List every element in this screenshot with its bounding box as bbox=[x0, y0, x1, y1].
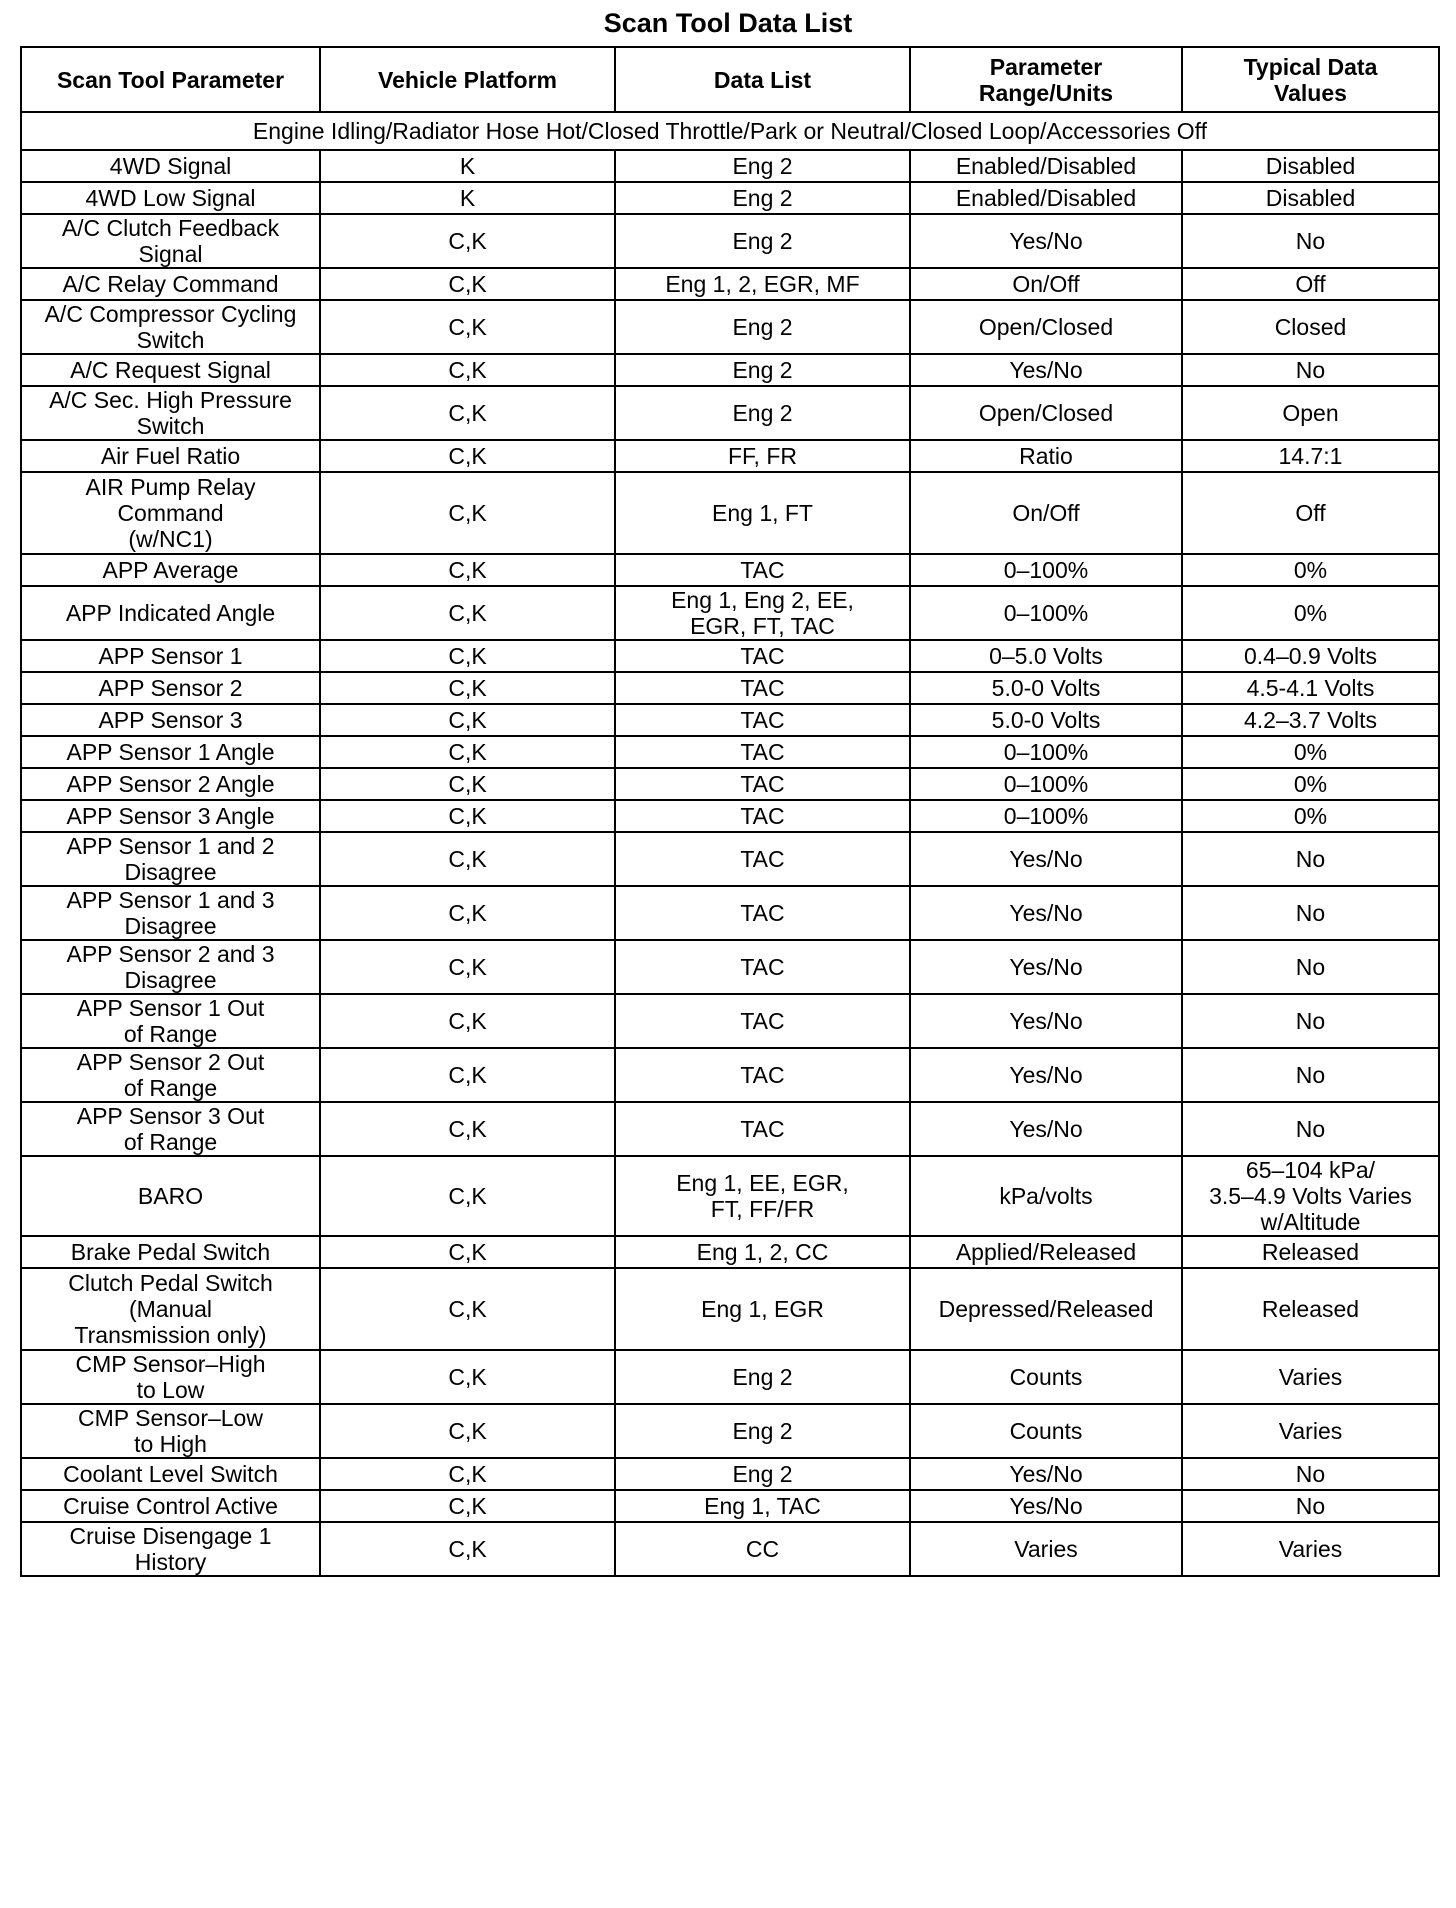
condition-row bbox=[21, 112, 1439, 150]
table-row bbox=[21, 1156, 1439, 1236]
cell-typical-value: Varies bbox=[1182, 1522, 1439, 1576]
cell-parameter: APP Sensor 1 and 3 Disagree bbox=[21, 886, 320, 940]
cell-parameter: Cruise Control Active bbox=[21, 1490, 320, 1522]
cell-parameter: APP Sensor 2 Out of Range bbox=[21, 1048, 320, 1102]
cell-vehicle-platform: C,K bbox=[320, 704, 615, 736]
table-row bbox=[21, 1350, 1439, 1404]
cell-typical-value: 65–104 kPa/ 3.5–4.9 Volts Varies w/Altitude bbox=[1182, 1156, 1439, 1236]
cell-parameter: 4WD Signal bbox=[21, 150, 320, 182]
cell-vehicle-platform: C,K bbox=[320, 886, 615, 940]
cell-parameter: APP Indicated Angle bbox=[21, 586, 320, 640]
cell-typical-value: 0.4–0.9 Volts bbox=[1182, 640, 1439, 672]
cell-vehicle-platform: C,K bbox=[320, 1458, 615, 1490]
cell-parameter: APP Sensor 2 and 3 Disagree bbox=[21, 940, 320, 994]
cell-vehicle-platform: C,K bbox=[320, 1490, 615, 1522]
cell-vehicle-platform: C,K bbox=[320, 994, 615, 1048]
header-data-list: Data List bbox=[615, 47, 910, 112]
cell-range-units: Enabled/Disabled bbox=[910, 182, 1182, 214]
table-row bbox=[21, 940, 1439, 994]
table-row bbox=[21, 994, 1439, 1048]
table-row bbox=[21, 1522, 1439, 1576]
cell-typical-value: 4.2–3.7 Volts bbox=[1182, 704, 1439, 736]
cell-parameter: CMP Sensor–Low to High bbox=[21, 1404, 320, 1458]
cell-vehicle-platform: C,K bbox=[320, 1350, 615, 1404]
cell-range-units: 0–100% bbox=[910, 800, 1182, 832]
cell-parameter: Coolant Level Switch bbox=[21, 1458, 320, 1490]
cell-vehicle-platform: C,K bbox=[320, 268, 615, 300]
cell-range-units: 0–100% bbox=[910, 768, 1182, 800]
table-row bbox=[21, 268, 1439, 300]
table-row bbox=[21, 832, 1439, 886]
cell-range-units: Yes/No bbox=[910, 1048, 1182, 1102]
table-row bbox=[21, 150, 1439, 182]
header-typical-data-values: Typical Data Values bbox=[1182, 47, 1439, 112]
cell-data-list: Eng 2 bbox=[615, 1404, 910, 1458]
cell-range-units: Yes/No bbox=[910, 1102, 1182, 1156]
cell-parameter: APP Sensor 3 Angle bbox=[21, 800, 320, 832]
cell-typical-value: Varies bbox=[1182, 1350, 1439, 1404]
cell-vehicle-platform: C,K bbox=[320, 354, 615, 386]
cell-data-list: Eng 2 bbox=[615, 300, 910, 354]
cell-data-list: TAC bbox=[615, 704, 910, 736]
cell-typical-value: Released bbox=[1182, 1236, 1439, 1268]
cell-range-units: 0–5.0 Volts bbox=[910, 640, 1182, 672]
cell-vehicle-platform: C,K bbox=[320, 300, 615, 354]
table-row bbox=[21, 554, 1439, 586]
cell-data-list: Eng 1, 2, EGR, MF bbox=[615, 268, 910, 300]
cell-vehicle-platform: C,K bbox=[320, 800, 615, 832]
cell-vehicle-platform: C,K bbox=[320, 554, 615, 586]
cell-typical-value: Off bbox=[1182, 472, 1439, 554]
cell-range-units: 0–100% bbox=[910, 736, 1182, 768]
cell-range-units: Open/Closed bbox=[910, 386, 1182, 440]
cell-typical-value: No bbox=[1182, 1048, 1439, 1102]
cell-data-list: Eng 2 bbox=[615, 1350, 910, 1404]
cell-data-list: Eng 1, FT bbox=[615, 472, 910, 554]
cell-range-units: Yes/No bbox=[910, 214, 1182, 268]
cell-typical-value: 0% bbox=[1182, 586, 1439, 640]
cell-vehicle-platform: C,K bbox=[320, 440, 615, 472]
table-row bbox=[21, 1458, 1439, 1490]
cell-range-units: Yes/No bbox=[910, 886, 1182, 940]
cell-data-list: TAC bbox=[615, 672, 910, 704]
header-scan-tool-parameter: Scan Tool Parameter bbox=[21, 47, 320, 112]
cell-typical-value: No bbox=[1182, 1102, 1439, 1156]
table-row bbox=[21, 182, 1439, 214]
page-title: Scan Tool Data List bbox=[603, 8, 853, 38]
cell-range-units: Counts bbox=[910, 1404, 1182, 1458]
cell-data-list: Eng 2 bbox=[615, 386, 910, 440]
cell-vehicle-platform: C,K bbox=[320, 940, 615, 994]
cell-data-list: Eng 2 bbox=[615, 214, 910, 268]
cell-typical-value: No bbox=[1182, 994, 1439, 1048]
cell-typical-value: 0% bbox=[1182, 768, 1439, 800]
cell-vehicle-platform: C,K bbox=[320, 1522, 615, 1576]
cell-range-units: Yes/No bbox=[910, 940, 1182, 994]
cell-parameter: A/C Compressor Cycling Switch bbox=[21, 300, 320, 354]
cell-range-units: Enabled/Disabled bbox=[910, 150, 1182, 182]
table-row bbox=[21, 640, 1439, 672]
cell-vehicle-platform: C,K bbox=[320, 1236, 615, 1268]
cell-parameter: APP Sensor 1 Angle bbox=[21, 736, 320, 768]
cell-range-units: On/Off bbox=[910, 472, 1182, 554]
cell-data-list: TAC bbox=[615, 736, 910, 768]
cell-parameter: APP Sensor 1 bbox=[21, 640, 320, 672]
cell-vehicle-platform: C,K bbox=[320, 1048, 615, 1102]
cell-typical-value: Off bbox=[1182, 268, 1439, 300]
table-row bbox=[21, 800, 1439, 832]
cell-data-list: TAC bbox=[615, 940, 910, 994]
table-row bbox=[21, 1490, 1439, 1522]
cell-range-units: Yes/No bbox=[910, 354, 1182, 386]
cell-typical-value: Disabled bbox=[1182, 150, 1439, 182]
cell-data-list: TAC bbox=[615, 640, 910, 672]
cell-parameter: A/C Sec. High Pressure Switch bbox=[21, 386, 320, 440]
cell-parameter: APP Sensor 2 bbox=[21, 672, 320, 704]
cell-typical-value: No bbox=[1182, 1458, 1439, 1490]
cell-range-units: Depressed/Released bbox=[910, 1268, 1182, 1350]
scan-tool-data-table bbox=[20, 46, 1440, 1577]
cell-range-units: Applied/Released bbox=[910, 1236, 1182, 1268]
table-row bbox=[21, 386, 1439, 440]
cell-parameter: AIR Pump Relay Command (w/NC1) bbox=[21, 472, 320, 554]
cell-range-units: 5.0-0 Volts bbox=[910, 672, 1182, 704]
cell-data-list: TAC bbox=[615, 832, 910, 886]
cell-vehicle-platform: K bbox=[320, 150, 615, 182]
cell-typical-value: Closed bbox=[1182, 300, 1439, 354]
cell-data-list: TAC bbox=[615, 768, 910, 800]
cell-range-units: Yes/No bbox=[910, 994, 1182, 1048]
table-row bbox=[21, 1102, 1439, 1156]
cell-range-units: Open/Closed bbox=[910, 300, 1182, 354]
cell-range-units: 0–100% bbox=[910, 554, 1182, 586]
cell-parameter: BARO bbox=[21, 1156, 320, 1236]
table-row bbox=[21, 300, 1439, 354]
cell-data-list: Eng 1, EE, EGR, FT, FF/FR bbox=[615, 1156, 910, 1236]
header-row bbox=[21, 47, 1439, 112]
cell-vehicle-platform: C,K bbox=[320, 386, 615, 440]
cell-typical-value: 14.7:1 bbox=[1182, 440, 1439, 472]
table-row bbox=[21, 472, 1439, 554]
cell-vehicle-platform: C,K bbox=[320, 1156, 615, 1236]
cell-parameter: APP Sensor 1 and 2 Disagree bbox=[21, 832, 320, 886]
cell-range-units: 0–100% bbox=[910, 586, 1182, 640]
cell-data-list: Eng 1, TAC bbox=[615, 1490, 910, 1522]
cell-data-list: Eng 2 bbox=[615, 182, 910, 214]
cell-vehicle-platform: C,K bbox=[320, 640, 615, 672]
cell-data-list: Eng 1, EGR bbox=[615, 1268, 910, 1350]
header-parameter-range-units: Parameter Range/Units bbox=[910, 47, 1182, 112]
table-row bbox=[21, 886, 1439, 940]
cell-parameter: APP Sensor 3 bbox=[21, 704, 320, 736]
cell-data-list: TAC bbox=[615, 994, 910, 1048]
cell-typical-value: 0% bbox=[1182, 800, 1439, 832]
cell-typical-value: Released bbox=[1182, 1268, 1439, 1350]
cell-data-list: TAC bbox=[615, 1048, 910, 1102]
cell-vehicle-platform: C,K bbox=[320, 214, 615, 268]
cell-range-units: Ratio bbox=[910, 440, 1182, 472]
cell-typical-value: No bbox=[1182, 832, 1439, 886]
cell-typical-value: Open bbox=[1182, 386, 1439, 440]
cell-parameter: APP Sensor 1 Out of Range bbox=[21, 994, 320, 1048]
cell-typical-value: 0% bbox=[1182, 736, 1439, 768]
cell-vehicle-platform: C,K bbox=[320, 832, 615, 886]
table-row bbox=[21, 1404, 1439, 1458]
cell-parameter: Cruise Disengage 1 History bbox=[21, 1522, 320, 1576]
cell-data-list: Eng 2 bbox=[615, 150, 910, 182]
cell-parameter: Brake Pedal Switch bbox=[21, 1236, 320, 1268]
cell-parameter: Air Fuel Ratio bbox=[21, 440, 320, 472]
cell-typical-value: Varies bbox=[1182, 1404, 1439, 1458]
table-row bbox=[21, 440, 1439, 472]
cell-parameter: CMP Sensor–High to Low bbox=[21, 1350, 320, 1404]
cell-data-list: Eng 2 bbox=[615, 1458, 910, 1490]
cell-vehicle-platform: C,K bbox=[320, 1102, 615, 1156]
cell-parameter: 4WD Low Signal bbox=[21, 182, 320, 214]
table-row bbox=[21, 1268, 1439, 1350]
cell-parameter: Clutch Pedal Switch (Manual Transmission only) bbox=[21, 1268, 320, 1350]
cell-typical-value: Disabled bbox=[1182, 182, 1439, 214]
cell-vehicle-platform: C,K bbox=[320, 1268, 615, 1350]
cell-data-list: TAC bbox=[615, 1102, 910, 1156]
table-row bbox=[21, 768, 1439, 800]
cell-data-list: Eng 1, Eng 2, EE, EGR, FT, TAC bbox=[615, 586, 910, 640]
cell-range-units: Varies bbox=[910, 1522, 1182, 1576]
cell-parameter: APP Average bbox=[21, 554, 320, 586]
cell-typical-value: 4.5-4.1 Volts bbox=[1182, 672, 1439, 704]
cell-data-list: Eng 2 bbox=[615, 354, 910, 386]
cell-range-units: Counts bbox=[910, 1350, 1182, 1404]
table-row bbox=[21, 736, 1439, 768]
cell-parameter: A/C Request Signal bbox=[21, 354, 320, 386]
cell-range-units: 5.0-0 Volts bbox=[910, 704, 1182, 736]
table-row bbox=[21, 1236, 1439, 1268]
table-row bbox=[21, 214, 1439, 268]
cell-data-list: TAC bbox=[615, 554, 910, 586]
cell-vehicle-platform: C,K bbox=[320, 736, 615, 768]
cell-range-units: Yes/No bbox=[910, 1458, 1182, 1490]
table-row bbox=[21, 704, 1439, 736]
table-row bbox=[21, 354, 1439, 386]
cell-typical-value: No bbox=[1182, 940, 1439, 994]
cell-vehicle-platform: C,K bbox=[320, 586, 615, 640]
cell-range-units: kPa/volts bbox=[910, 1156, 1182, 1236]
cell-vehicle-platform: K bbox=[320, 182, 615, 214]
cell-parameter: APP Sensor 3 Out of Range bbox=[21, 1102, 320, 1156]
cell-typical-value: No bbox=[1182, 1490, 1439, 1522]
cell-range-units: Yes/No bbox=[910, 1490, 1182, 1522]
cell-data-list: CC bbox=[615, 1522, 910, 1576]
cell-parameter: A/C Clutch Feedback Signal bbox=[21, 214, 320, 268]
cell-data-list: FF, FR bbox=[615, 440, 910, 472]
test-condition: Engine Idling/Radiator Hose Hot/Closed Throttle/Park or Neutral/Closed Loop/Accessories Off bbox=[21, 112, 1439, 150]
cell-typical-value: 0% bbox=[1182, 554, 1439, 586]
header-vehicle-platform: Vehicle Platform bbox=[320, 47, 615, 112]
cell-typical-value: No bbox=[1182, 886, 1439, 940]
cell-data-list: TAC bbox=[615, 800, 910, 832]
cell-vehicle-platform: C,K bbox=[320, 768, 615, 800]
cell-parameter: APP Sensor 2 Angle bbox=[21, 768, 320, 800]
cell-typical-value: No bbox=[1182, 214, 1439, 268]
table-row bbox=[21, 586, 1439, 640]
cell-typical-value: No bbox=[1182, 354, 1439, 386]
cell-range-units: Yes/No bbox=[910, 832, 1182, 886]
cell-vehicle-platform: C,K bbox=[320, 672, 615, 704]
cell-range-units: On/Off bbox=[910, 268, 1182, 300]
cell-data-list: TAC bbox=[615, 886, 910, 940]
table-row bbox=[21, 1048, 1439, 1102]
cell-parameter: A/C Relay Command bbox=[21, 268, 320, 300]
cell-vehicle-platform: C,K bbox=[320, 472, 615, 554]
cell-data-list: Eng 1, 2, CC bbox=[615, 1236, 910, 1268]
cell-vehicle-platform: C,K bbox=[320, 1404, 615, 1458]
table-row bbox=[21, 672, 1439, 704]
